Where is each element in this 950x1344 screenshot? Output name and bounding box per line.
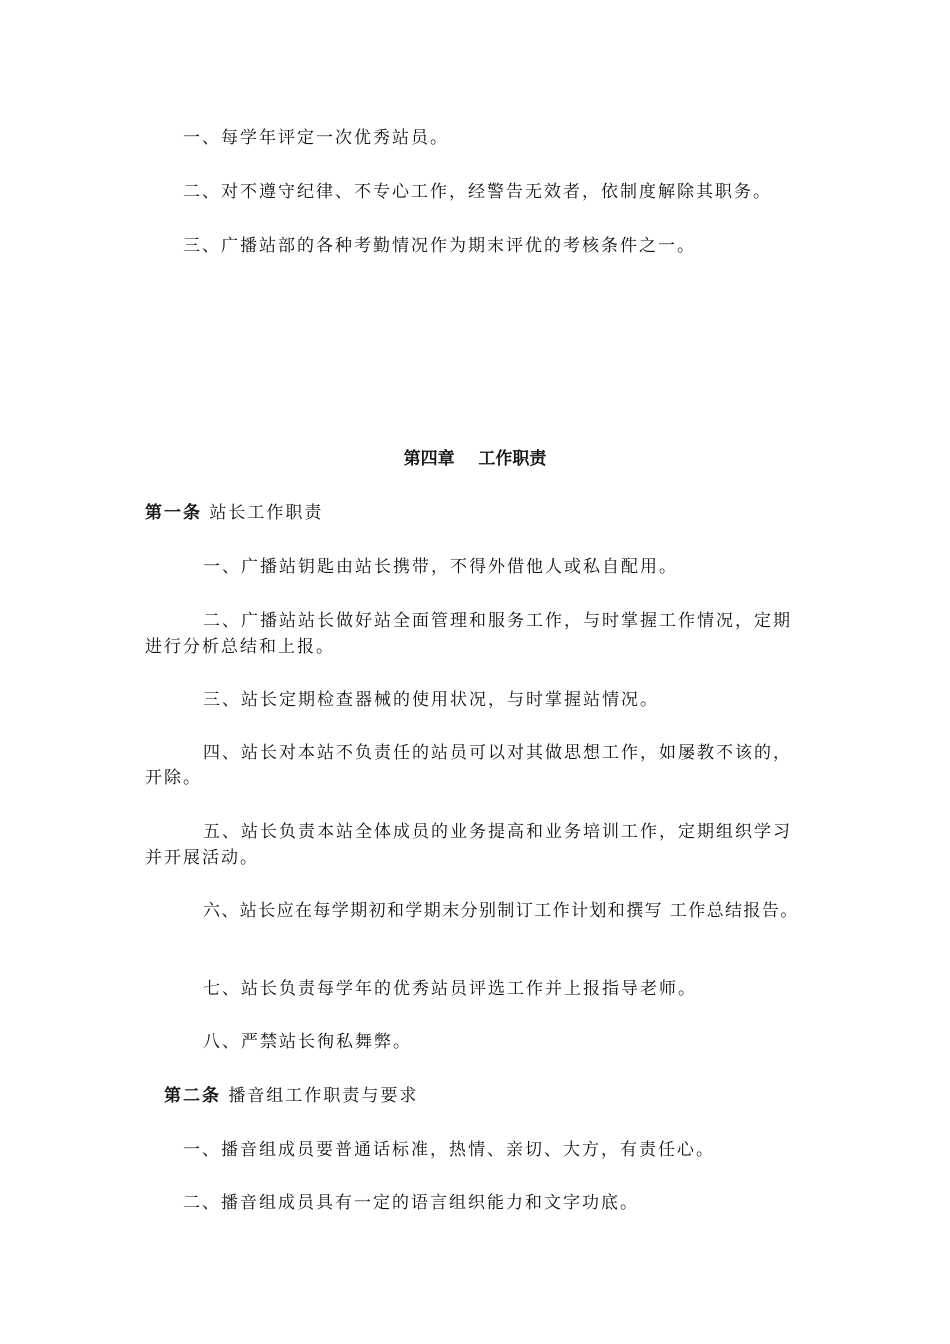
article-1-item-5-cont: 并开展活动。 <box>145 848 259 868</box>
article-1-item-1: 一、广播站钥匙由站长携带，不得外借他人或私自配用。 <box>203 557 678 577</box>
article-1-item-4-cont: 开除。 <box>145 768 202 788</box>
article-1-item-3: 三、站长定期检查器械的使用状况，与时掌握站情况。 <box>203 690 659 710</box>
article-2-label: 第二条 <box>164 1086 221 1106</box>
article-1-label: 第一条 <box>145 503 202 523</box>
article-1-title: 站长工作职责 <box>209 503 324 523</box>
article-2-item-2: 二、播音组成员具有一定的语言组织能力和文字功底。 <box>183 1193 639 1213</box>
article-1-item-2-cont: 进行分析总结和上报。 <box>145 637 335 657</box>
intro-item-2: 二、对不遵守纪律、不专心工作，经警告无效者，依制度解除其职务。 <box>183 182 772 202</box>
article-2-heading <box>164 1086 418 1106</box>
article-1-item-6: 六、站长应在每学期初和学期末分别制订工作计划和撰写 工作总结报告。 <box>203 901 799 921</box>
article-2-title: 播音组工作职责与要求 <box>228 1086 419 1106</box>
article-1-item-4: 四、站长对本站不负责任的站员可以对其做思想工作，如屡教不该的， <box>203 743 792 763</box>
article-1-heading <box>145 503 323 523</box>
intro-item-3: 三、广播站部的各种考勤情况作为期末评优的考核条件之一。 <box>183 236 696 256</box>
article-1-item-2: 二、广播站站长做好站全面管理和服务工作，与时掌握工作情况，定期 <box>203 611 792 631</box>
chapter-title: 第四章 工作职责 <box>403 449 547 469</box>
article-2-item-1: 一、播音组成员要普通话标准，热情、亲切、大方，有责任心。 <box>183 1140 715 1160</box>
article-1-item-5: 五、站长负责本站全体成员的业务提高和业务培训工作，定期组织学习 <box>203 822 792 842</box>
article-1-item-7: 七、站长负责每学年的优秀站员评选工作并上报指导老师。 <box>203 979 697 999</box>
intro-item-1: 一、每学年评定一次优秀站员。 <box>183 128 449 148</box>
article-1-item-8: 八、严禁站长徇私舞弊。 <box>203 1032 412 1052</box>
